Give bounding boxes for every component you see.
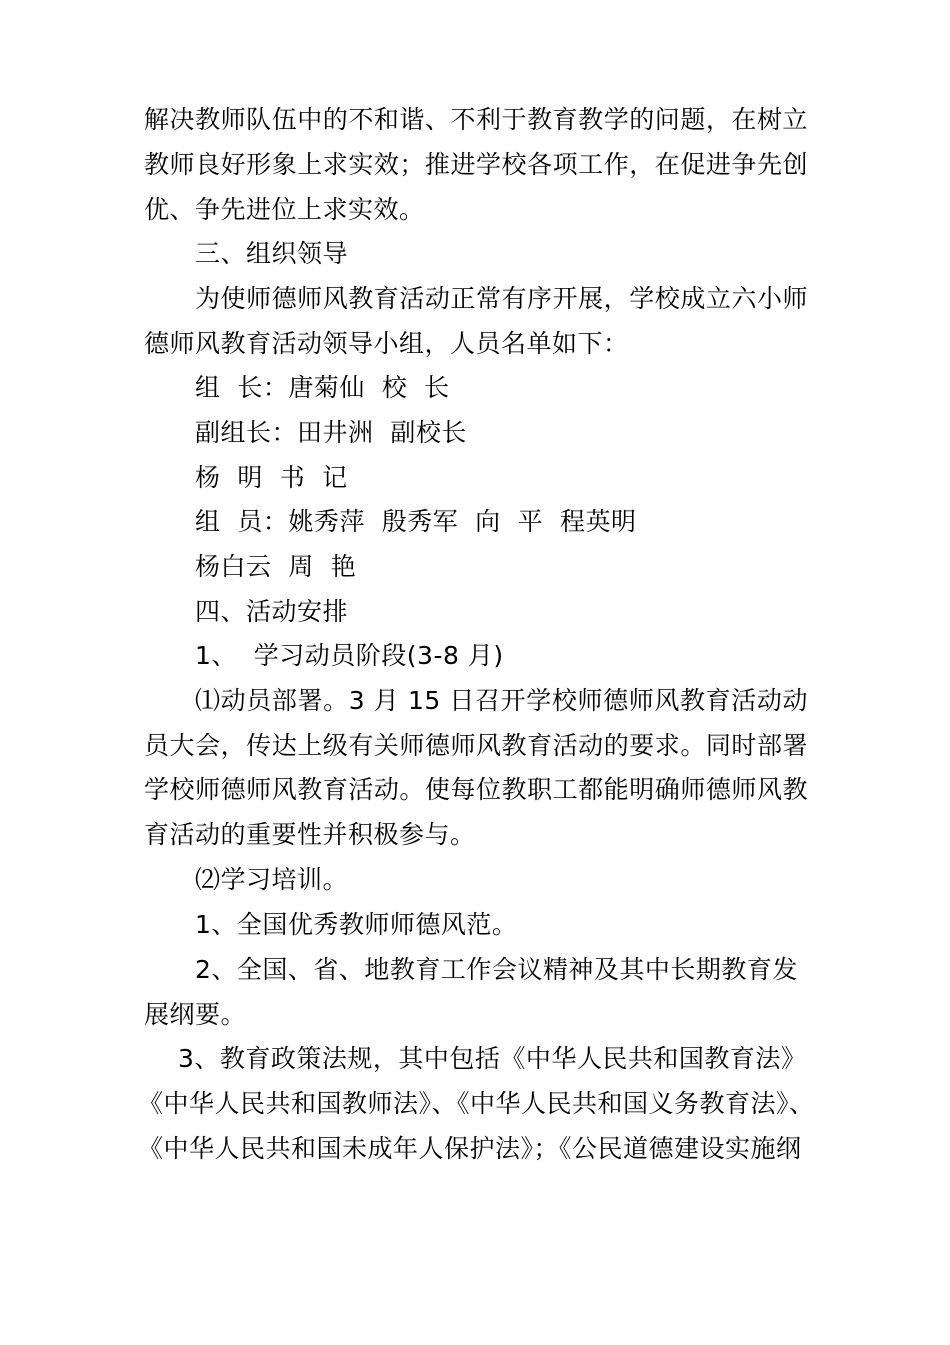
body-line: 教师良好形象上求实效；推进学校各项工作，在促进争先创 — [144, 150, 808, 179]
member-line: 副组长：田井洲 副校长 — [195, 418, 467, 447]
body-line: ⑵学习培训。 — [195, 865, 349, 894]
member-line: 杨 明 书 记 — [195, 463, 348, 492]
body-line: 解决教师队伍中的不和谐、不利于教育教学的问题，在树立 — [144, 105, 808, 134]
section-heading: 四、活动安排 — [195, 597, 349, 626]
body-line: 《中华人民共和国未成年人保护法》；《公民道德建设实施纲 — [138, 1134, 802, 1163]
body-line: 员大会，传达上级有关师德师风教育活动的要求。同时部署 — [144, 731, 808, 760]
body-line: ⑴动员部署。3 月 15 日召开学校师德师风教育活动动 — [195, 686, 808, 715]
list-item: 3、教育政策法规，其中包括《中华人民共和国教育法》 — [178, 1044, 807, 1073]
member-line: 杨白云 周 艳 — [195, 552, 357, 581]
section-heading: 三、组织领导 — [195, 239, 349, 268]
body-line: 优、争先进位上求实效。 — [144, 195, 425, 224]
body-line: 《中华人民共和国教师法》、《中华人民共和国义务教育法》、 — [138, 1089, 815, 1118]
list-item: 2、全国、省、地教育工作会议精神及其中长期教育发 — [195, 955, 798, 984]
list-item: 1、全国优秀教师师德风范。 — [195, 910, 518, 939]
body-line: 学校师德师风教育活动。使每位教职工都能明确师德师风教 — [144, 775, 808, 804]
member-line: 组 员：姚秀萍 殷秀军 向 平 程英明 — [195, 507, 637, 536]
subsection-heading: 1、 学习动员阶段(3-8 月) — [195, 641, 504, 670]
body-line: 德师风教育活动领导小组，人员名单如下： — [144, 329, 629, 358]
body-line: 育活动的重要性并积极参与。 — [144, 820, 476, 849]
body-line: 展纲要。 — [144, 1000, 247, 1029]
member-line: 组 长：唐菊仙 校 长 — [195, 373, 450, 402]
body-line: 为使师德师风教育活动正常有序开展，学校成立六小师 — [195, 284, 808, 313]
